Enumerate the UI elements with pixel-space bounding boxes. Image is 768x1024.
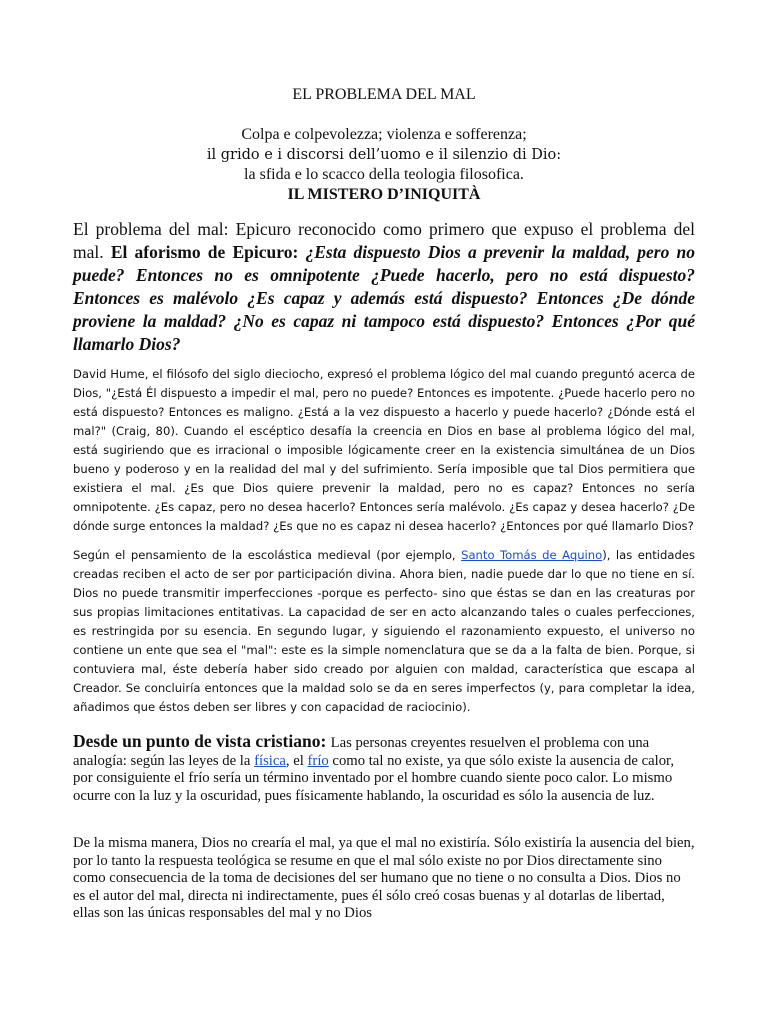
epicurus-intro: El problema del mal: Epicuro reconocido como primero que expuso el problema del mal.	[73, 219, 695, 262]
christian-text-2: , el	[285, 752, 308, 769]
scholastic-text-after: ), las entidades creadas reciben el acto de ser por participación divina. Ahora bien, nadie puede dar lo que no tiene en sí. Dios no puede transmitir imperfecciones -porque es perfecto- sino que éstas se dan en las creaturas por sus propias limitaciones entitativas. La capacidad de ser en acto alcanzando tales o cuales perfecciones, es restringida por su esencia. En segundo lugar, y siguiendo el razonamiento expuesto, el universo no contiene un ente que sea el "mal": este es la simple nomenclatura que se da a la falta de bien. Porque, si contuviera mal, éste debería haber sido creado por alguien con maldad, característica que escapa al Creador. Se concluiría entonces que la maldad solo se da en seres imperfectos (y, para completar la idea, añadimos que éstos deben ser libres y con capacidad de raciocinio).	[73, 548, 695, 714]
page-title: EL PROBLEMA DEL MAL	[292, 86, 476, 103]
scholastic-text-before: Según el pensamiento de la escolástica medieval (por ejemplo,	[73, 548, 462, 562]
epicurus-paragraph	[73, 218, 695, 356]
epicurus-aphorism-text: ¿Esta dispuesto Dios a prevenir la maldad, pero no puede? Entonces no es omnipotente ¿Puede hacerlo, pero no está dispuesto? Entonces es malévolo ¿Es capaz y además está dispuesto? Entonces ¿De dónde proviene la maldad? ¿No es capaz ni tampoco está dispuesto? Entonces ¿Por qué llamarlo Dios?	[73, 242, 695, 354]
christian-heading: Desde un punto de vista cristiano:	[73, 731, 331, 751]
subtitle-line-2: il grido e i discorsi dell’uomo e il silenzio di Dio:	[206, 147, 562, 163]
scholastic-paragraph	[73, 546, 695, 717]
hume-paragraph: David Hume, el filósofo del siglo dieciocho, expresó el problema lógico del mal cuando preguntó acerca de Dios, "¿Está Él dispuesto a impedir el mal, pero no puede? Entonces es impotente. ¿Puede hacerlo pero no está dispuesto? Entonces es maligno. ¿Está a la vez dispuesto a hacerlo y puede hacerlo? ¿Dónde está el mal?" (Craig, 80). Cuando el escéptico desafía la creencia en Dios en base al problema lógico del mal, está sugiriendo que es irracional o imposible lógicamente creer en la existencia simultánea de un Dios bueno y poderoso y en la realidad del mal y del sufrimiento. Sería imposible que tal Dios permitiera que existiera el mal. ¿Es que Dios quiere prevenir la maldad, pero no es capaz? Entonces no sería omnipotente. ¿Es capaz, pero no desea hacerlo? Entonces sería malévolo. ¿Es capaz y desea hacerlo? ¿De dónde surge entonces la maldad? ¿Es que no es capaz ni desea hacerlo? ¿Entonces por qué llamarlo Dios?	[73, 367, 695, 533]
subtitle-line-1: Colpa e colpevolezza; violenza e sofferenza;	[241, 126, 527, 143]
christian-text-1: Las personas creyentes resuelven el problema con una analogía: según las leyes de la	[73, 735, 650, 769]
christian-paragraph	[73, 733, 695, 805]
conclusion-paragraph: De la misma manera, Dios no crearía el mal, ya que el mal no existiría. Sólo existiría la ausencia del bien, por lo tanto la respuesta teológica se resume en que el mal sólo existe no por Dios directamente sino como consecuencia de la toma de decisiones del ser humano que no tiene o no consulta a Dios. Dios no es el autor del mal, directa ni indirectamente, pues él sólo creó cosas buenas y al dotarlas de libertad, ellas son las únicas responsables del mal y no Dios	[73, 835, 695, 922]
subtitle-line-3: la sfida e lo scacco della teologia filosofica.	[244, 166, 524, 183]
epicurus-aphorism-label: El aforismo de Epicuro:	[110, 242, 306, 262]
christian-text-3: como tal no existe, ya que sólo existe la ausencia de calor, por consiguiente el frío sería un término inventado por el hombre cuando siente poco calor. Lo mismo ocurre con la luz y la oscuridad, pues físicamente hablando, la oscuridad es sólo la ausencia de luz.	[73, 752, 675, 804]
link-santo-tomas[interactable]: Santo Tomás de Aquino	[461, 548, 603, 562]
link-frio[interactable]: frío	[307, 752, 329, 769]
subtitle-heading: IL MISTERO D’INIQUITÀ	[287, 186, 481, 203]
link-fisica[interactable]: física	[254, 752, 286, 769]
